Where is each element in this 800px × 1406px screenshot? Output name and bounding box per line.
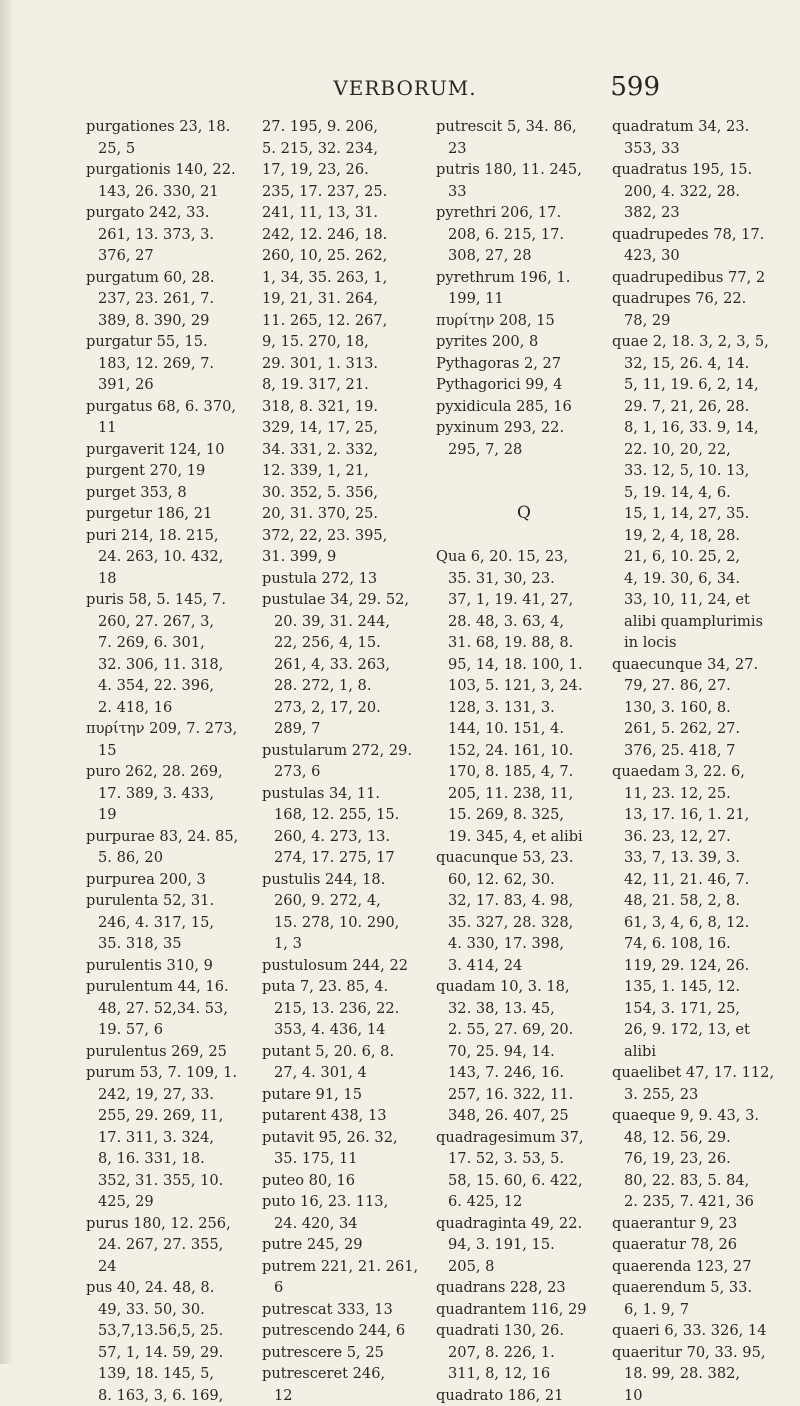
index-line: 257, 16. 322, 11. (436, 1084, 612, 1106)
index-line: quaerantur 9, 23 (612, 1213, 788, 1235)
index-line: putavit 95, 26. 32, (262, 1127, 438, 1149)
index-line: quadam 10, 3. 18, (436, 976, 612, 998)
index-line: putarent 438, 13 (262, 1105, 438, 1127)
index-line: purgetur 186, 21 (86, 503, 262, 525)
index-column-1 (86, 116, 262, 1406)
index-line: in locis (612, 632, 788, 654)
index-line: 32. 38, 13. 45, (436, 998, 612, 1020)
index-line: 8, 1, 16, 33. 9, 14, (612, 417, 788, 439)
index-line: 27. 195, 9. 206, (262, 116, 438, 138)
index-line: 260, 10, 25. 262, (262, 245, 438, 267)
index-line: pustulae 34, 29. 52, (262, 589, 438, 611)
index-line: 6 (262, 1277, 438, 1299)
index-line: quadrupes 76, 22. (612, 288, 788, 310)
index-line: purulenta 52, 31. (86, 890, 262, 912)
index-line: 261, 5. 262, 27. (612, 718, 788, 740)
index-line: 21, 6, 10. 25, 2, (612, 546, 788, 568)
index-line: 103, 5. 121, 3, 24. (436, 675, 612, 697)
index-line: 261, 4, 33. 263, (262, 654, 438, 676)
index-line: putrescit 5, 34. 86, (436, 116, 612, 138)
index-line: quae 2, 18. 3, 2, 3, 5, (612, 331, 788, 353)
index-line: 144, 10. 151, 4. (436, 718, 612, 740)
index-line: pustularum 272, 29. (262, 740, 438, 762)
index-line: Pythagorici 99, 4 (436, 374, 612, 396)
index-line: 183, 12. 269, 7. (86, 353, 262, 375)
index-line: 8, 19. 317, 21. (262, 374, 438, 396)
index-line: 31. 399, 9 (262, 546, 438, 568)
index-line (436, 525, 612, 547)
index-line: 25, 5 (86, 138, 262, 160)
index-line: 42, 11, 21. 46, 7. (612, 869, 788, 891)
index-line: 382, 23 (612, 202, 788, 224)
index-line: quadraginta 49, 22. (436, 1213, 612, 1235)
index-line: 329, 14, 17, 25, (262, 417, 438, 439)
index-line: 15, 1, 14, 27, 35. (612, 503, 788, 525)
index-line: Qua 6, 20. 15, 23, (436, 546, 612, 568)
index-line: 170, 8. 185, 4, 7. (436, 761, 612, 783)
index-line: 372, 22, 23. 395, (262, 525, 438, 547)
index-line: 33. 12, 5, 10. 13, (612, 460, 788, 482)
index-line: 33, 7, 13. 39, 3. (612, 847, 788, 869)
index-line: 7. 269, 6. 301, (86, 632, 262, 654)
index-line: 70, 25. 94, 14. (436, 1041, 612, 1063)
index-line: quadratum 34, 23. (612, 116, 788, 138)
index-line: 6, 1. 9, 7 (612, 1299, 788, 1321)
index-line: 36. 23, 12, 27. (612, 826, 788, 848)
index-column-3 (436, 116, 612, 1406)
index-line: 30. 352, 5. 356, (262, 482, 438, 504)
index-line: Pythagoras 2, 27 (436, 353, 612, 375)
index-line: 376, 27 (86, 245, 262, 267)
index-line: pyxinum 293, 22. (436, 417, 612, 439)
index-line: 6. 425, 12 (436, 1191, 612, 1213)
index-line (436, 460, 612, 482)
index-line: 19, 21, 31. 264, (262, 288, 438, 310)
index-line: 19, 2, 4, 18, 28. (612, 525, 788, 547)
index-line: quaeratur 78, 26 (612, 1234, 788, 1256)
index-line: 1, 34, 35. 263, 1, (262, 267, 438, 289)
index-line: 205, 8 (436, 1256, 612, 1278)
index-line: quadratus 195, 15. (612, 159, 788, 181)
page-number: 599 (580, 72, 660, 102)
index-line: 318, 8. 321, 19. (262, 396, 438, 418)
index-line: 20. 39, 31. 244, (262, 611, 438, 633)
index-line: 24 (86, 1256, 262, 1278)
index-line: 61, 3, 4, 6, 8, 12. (612, 912, 788, 934)
index-line: 35. 175, 11 (262, 1148, 438, 1170)
index-line: 35. 327, 28. 328, (436, 912, 612, 934)
index-line: putresceret 246, (262, 1363, 438, 1385)
index-line: purgatum 60, 28. (86, 267, 262, 289)
index-line: 139, 18. 145, 5, (86, 1363, 262, 1385)
index-line: quaerendum 5, 33. (612, 1277, 788, 1299)
index-line: putant 5, 20. 6, 8. (262, 1041, 438, 1063)
index-line: 3. 255, 23 (612, 1084, 788, 1106)
index-line: 60, 12. 62, 30. (436, 869, 612, 891)
index-line: 32, 17. 83, 4. 98, (436, 890, 612, 912)
index-line: 28. 272, 1, 8. (262, 675, 438, 697)
index-line: quadrupedes 78, 17. (612, 224, 788, 246)
index-line: 11, 23. 12, 25. (612, 783, 788, 805)
index-line: 423, 30 (612, 245, 788, 267)
index-line: purgato 242, 33. (86, 202, 262, 224)
index-line: putrem 221, 21. 261, (262, 1256, 438, 1278)
index-line: 2. 235, 7. 421, 36 (612, 1191, 788, 1213)
index-line: purgationis 140, 22. (86, 159, 262, 181)
index-line: 9, 15. 270, 18, (262, 331, 438, 353)
index-line: 48, 12. 56, 29. (612, 1127, 788, 1149)
index-line: alibi quamplurimis (612, 611, 788, 633)
index-line: 37, 1, 19. 41, 27, (436, 589, 612, 611)
index-line: 18. 99, 28. 382, (612, 1363, 788, 1385)
index-line: 246, 4. 317, 15, (86, 912, 262, 934)
index-line: 255, 29. 269, 11, (86, 1105, 262, 1127)
index-line: 152, 24. 161, 10. (436, 740, 612, 762)
index-line: pustulosum 244, 22 (262, 955, 438, 977)
index-line: πυρίτην 209, 7. 273, (86, 718, 262, 740)
index-line: pus 40, 24. 48, 8. (86, 1277, 262, 1299)
index-line: 13, 17. 16, 1. 21, (612, 804, 788, 826)
index-column-4 (612, 116, 788, 1406)
index-line: 143, 26. 330, 21 (86, 181, 262, 203)
index-line: 311, 8, 12, 16 (436, 1363, 612, 1385)
index-line: quaerenda 123, 27 (612, 1256, 788, 1278)
index-line: purgatur 55, 15. (86, 331, 262, 353)
index-line: 1, 3 (262, 933, 438, 955)
index-line: 24. 263, 10. 432, (86, 546, 262, 568)
index-line: 15 (86, 740, 262, 762)
index-line: 34. 331, 2. 332, (262, 439, 438, 461)
index-line: 33, 10, 11, 24, et (612, 589, 788, 611)
index-line: 22, 256, 4, 15. (262, 632, 438, 654)
index-line: 208, 6. 215, 17. (436, 224, 612, 246)
index-line: 353, 33 (612, 138, 788, 160)
index-line: putare 91, 15 (262, 1084, 438, 1106)
index-line: 207, 8. 226, 1. (436, 1342, 612, 1364)
index-line: 237, 23. 261, 7. (86, 288, 262, 310)
index-line: 48, 27. 52,34. 53, (86, 998, 262, 1020)
index-line: 11 (86, 417, 262, 439)
index-line: 289, 7 (262, 718, 438, 740)
index-line: 4. 330, 17. 398, (436, 933, 612, 955)
index-line: 80, 22. 83, 5. 84, (612, 1170, 788, 1192)
index-line: purulentis 310, 9 (86, 955, 262, 977)
index-line: 168, 12. 255, 15. (262, 804, 438, 826)
index-line: purum 53, 7. 109, 1. (86, 1062, 262, 1084)
index-line: 199, 11 (436, 288, 612, 310)
index-line: 353, 4. 436, 14 (262, 1019, 438, 1041)
index-line: 15. 269, 8. 325, (436, 804, 612, 826)
index-line: 4, 19. 30, 6, 34. (612, 568, 788, 590)
index-line: 28. 48, 3. 63, 4, (436, 611, 612, 633)
index-line: 19 (86, 804, 262, 826)
index-line: quaedam 3, 22. 6, (612, 761, 788, 783)
index-line: 18 (86, 568, 262, 590)
index-line: pustulas 34, 11. (262, 783, 438, 805)
index-line: 135, 1. 145, 12. (612, 976, 788, 998)
index-line: quaeritur 70, 33. 95, (612, 1342, 788, 1364)
index-line: 19. 57, 6 (86, 1019, 262, 1041)
index-line: putris 180, 11. 245, (436, 159, 612, 181)
index-line: 241, 11, 13, 31. (262, 202, 438, 224)
running-head: VERBORUM. (290, 76, 520, 100)
index-line: 79, 27. 86, 27. (612, 675, 788, 697)
index-line: 205, 11. 238, 11, (436, 783, 612, 805)
index-line: quadrati 130, 26. (436, 1320, 612, 1342)
index-line: 261, 13. 373, 3. (86, 224, 262, 246)
index-line: 154, 3. 171, 25, (612, 998, 788, 1020)
index-line: 11. 265, 12. 267, (262, 310, 438, 332)
index-line: quadrans 228, 23 (436, 1277, 612, 1299)
index-line: 143, 7. 246, 16. (436, 1062, 612, 1084)
index-line: 53,7,13.56,5, 25. (86, 1320, 262, 1342)
index-line: 19. 345, 4, et alibi (436, 826, 612, 848)
index-line: 26, 9. 172, 13, et (612, 1019, 788, 1041)
index-line: 425, 29 (86, 1191, 262, 1213)
index-line: 215, 13. 236, 22. (262, 998, 438, 1020)
index-line: 12. 339, 1, 21, (262, 460, 438, 482)
index-line: 260, 4. 273, 13. (262, 826, 438, 848)
index-line: 95, 14, 18. 100, 1. (436, 654, 612, 676)
index-line: 274, 17. 275, 17 (262, 847, 438, 869)
index-line: pyrites 200, 8 (436, 331, 612, 353)
index-line: quadrantem 116, 29 (436, 1299, 612, 1321)
index-line: purulentum 44, 16. (86, 976, 262, 998)
index-line: 2. 55, 27. 69, 20. (436, 1019, 612, 1041)
index-line: 29. 7, 21, 26, 28. (612, 396, 788, 418)
index-line: 295, 7, 28 (436, 439, 612, 461)
index-line: puta 7, 23. 85, 4. (262, 976, 438, 998)
index-line: purget 353, 8 (86, 482, 262, 504)
index-line: 29. 301, 1. 313. (262, 353, 438, 375)
index-line: 32, 15, 26. 4, 14. (612, 353, 788, 375)
index-line: 17. 52, 3. 53, 5. (436, 1148, 612, 1170)
index-line: puro 262, 28. 269, (86, 761, 262, 783)
index-line: purus 180, 12. 256, (86, 1213, 262, 1235)
index-line: puri 214, 18. 215, (86, 525, 262, 547)
index-line: putre 245, 29 (262, 1234, 438, 1256)
index-line: 76, 19, 23, 26. (612, 1148, 788, 1170)
index-line: putrescere 5, 25 (262, 1342, 438, 1364)
index-line: pyxidicula 285, 16 (436, 396, 612, 418)
section-letter: Q (436, 503, 612, 525)
index-line: 119, 29. 124, 26. (612, 955, 788, 977)
index-line: 17. 311, 3. 324, (86, 1127, 262, 1149)
index-line: 17, 19, 23, 26. (262, 159, 438, 181)
index-line: 35. 318, 35 (86, 933, 262, 955)
index-line: pyrethrum 196, 1. (436, 267, 612, 289)
index-line: 17. 389, 3. 433, (86, 783, 262, 805)
index-line: purpurea 200, 3 (86, 869, 262, 891)
index-line: puris 58, 5. 145, 7. (86, 589, 262, 611)
index-line: 376, 25. 418, 7 (612, 740, 788, 762)
index-line: 235, 17. 237, 25. (262, 181, 438, 203)
index-line: 3. 414, 24 (436, 955, 612, 977)
index-line: 2. 418, 16 (86, 697, 262, 719)
index-line: quadrupedibus 77, 2 (612, 267, 788, 289)
index-line: puteo 80, 16 (262, 1170, 438, 1192)
index-line: 273, 2, 17, 20. (262, 697, 438, 719)
index-line: purgaverit 124, 10 (86, 439, 262, 461)
index-line: 260, 27. 267, 3, (86, 611, 262, 633)
index-line: 94, 3. 191, 15. (436, 1234, 612, 1256)
index-line: pustula 272, 13 (262, 568, 438, 590)
index-line: alibi (612, 1041, 788, 1063)
index-line: purgationes 23, 18. (86, 116, 262, 138)
index-line: 24. 267, 27. 355, (86, 1234, 262, 1256)
index-line: 5. 215, 32. 234, (262, 138, 438, 160)
index-line: 5. 86, 20 (86, 847, 262, 869)
index-line: 32. 306, 11. 318, (86, 654, 262, 676)
index-line: 15. 278, 10. 290, (262, 912, 438, 934)
index-line: 24. 420, 34 (262, 1213, 438, 1235)
index-line: 200, 4. 322, 28. (612, 181, 788, 203)
index-line: 27, 4. 301, 4 (262, 1062, 438, 1084)
index-line: 128, 3. 131, 3. (436, 697, 612, 719)
index-line: 273, 6 (262, 761, 438, 783)
index-line: putrescat 333, 13 (262, 1299, 438, 1321)
index-line: 57, 1, 14. 59, 29. (86, 1342, 262, 1364)
index-line: quaelibet 47, 17. 112, (612, 1062, 788, 1084)
index-line: 5, 11, 19. 6, 2, 14, (612, 374, 788, 396)
index-line: 31. 68, 19. 88, 8. (436, 632, 612, 654)
index-line: quaecunque 34, 27. (612, 654, 788, 676)
index-line: 49, 33. 50, 30. (86, 1299, 262, 1321)
index-line: 58, 15. 60, 6. 422, (436, 1170, 612, 1192)
index-line: πυρίτην 208, 15 (436, 310, 612, 332)
index-line: pustulis 244, 18. (262, 869, 438, 891)
index-line: 8, 16. 331, 18. (86, 1148, 262, 1170)
index-line: 20, 31. 370, 25. (262, 503, 438, 525)
index-line: 308, 27, 28 (436, 245, 612, 267)
index-line: 5, 19. 14, 4, 6. (612, 482, 788, 504)
index-line: 10 (612, 1385, 788, 1406)
index-line: purpurae 83, 24. 85, (86, 826, 262, 848)
index-column-2 (262, 116, 438, 1406)
index-line: 23 (436, 138, 612, 160)
index-line: purgent 270, 19 (86, 460, 262, 482)
index-line: 391, 26 (86, 374, 262, 396)
index-line: putrescendo 244, 6 (262, 1320, 438, 1342)
index-line: 12 (262, 1385, 438, 1406)
index-line: puto 16, 23. 113, (262, 1191, 438, 1213)
index-line: quaeque 9, 9. 43, 3. (612, 1105, 788, 1127)
index-line: 242, 12. 246, 18. (262, 224, 438, 246)
index-line: 35. 31, 30, 23. (436, 568, 612, 590)
index-line: 260, 9. 272, 4, (262, 890, 438, 912)
index-line: 242, 19, 27, 33. (86, 1084, 262, 1106)
index-line: quacunque 53, 23. (436, 847, 612, 869)
index-line: 8. 163, 3, 6. 169, (86, 1385, 262, 1406)
index-line: 130, 3. 160, 8. (612, 697, 788, 719)
index-line: 22. 10, 20, 22, (612, 439, 788, 461)
index-line: quaeri 6, 33. 326, 14 (612, 1320, 788, 1342)
index-line: 78, 29 (612, 310, 788, 332)
index-line: quadragesimum 37, (436, 1127, 612, 1149)
index-line: pyrethri 206, 17. (436, 202, 612, 224)
index-line: quadrato 186, 21 (436, 1385, 612, 1406)
index-line: 348, 26. 407, 25 (436, 1105, 612, 1127)
index-line: 33 (436, 181, 612, 203)
index-line: 352, 31. 355, 10. (86, 1170, 262, 1192)
index-line: 4. 354, 22. 396, (86, 675, 262, 697)
index-line: purulentus 269, 25 (86, 1041, 262, 1063)
index-line: 74, 6. 108, 16. (612, 933, 788, 955)
index-line: 48, 21. 58, 2, 8. (612, 890, 788, 912)
page-edge-shadow (0, 0, 14, 1364)
index-line: 389, 8. 390, 29 (86, 310, 262, 332)
index-line (436, 482, 612, 504)
index-line: purgatus 68, 6. 370, (86, 396, 262, 418)
